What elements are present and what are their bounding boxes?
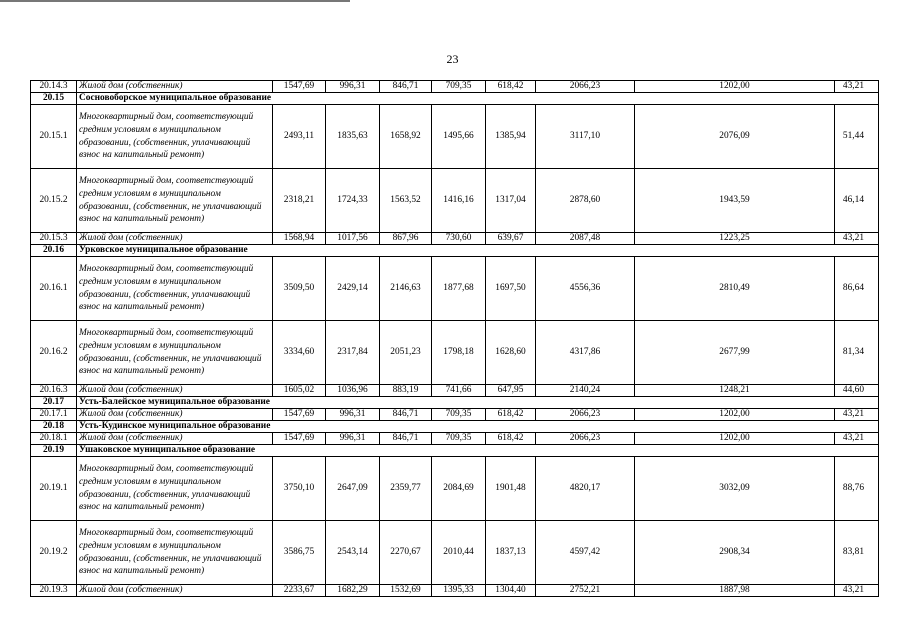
row-code: 20.16.1 xyxy=(31,257,77,321)
value-cell: 1495,66 xyxy=(432,105,486,169)
value-cell: 2318,21 xyxy=(273,169,326,233)
row-code: 20.18.1 xyxy=(31,433,77,445)
value-cell: 2146,63 xyxy=(380,257,432,321)
section-title: Усть-Балейское муниципальное образование xyxy=(77,397,879,409)
value-cell: 44,60 xyxy=(835,385,879,397)
table-row xyxy=(31,81,879,93)
value-cell: 3750,10 xyxy=(273,457,326,521)
value-cell: 2359,77 xyxy=(380,457,432,521)
value-cell: 1837,13 xyxy=(486,521,536,585)
value-cell: 2010,44 xyxy=(432,521,486,585)
section-title: Урковское муниципальное образование xyxy=(77,245,879,257)
row-code: 20.15.2 xyxy=(31,169,77,233)
value-cell: 1202,00 xyxy=(635,81,835,93)
row-description: Многоквартирный дом, соответствующий средним условиям в муниципальном образовании, (собственник, не уплачивающий взнос на капитальный ремонт) xyxy=(77,169,273,233)
table-row xyxy=(31,321,879,385)
value-cell: 1563,52 xyxy=(380,169,432,233)
row-description: Многоквартирный дом, соответствующий средним условиям в муниципальном образовании, (собственник, не уплачивающий взнос на капитальный ремонт) xyxy=(77,521,273,585)
value-cell: 1385,94 xyxy=(486,105,536,169)
value-cell: 1416,16 xyxy=(432,169,486,233)
value-cell: 86,64 xyxy=(835,257,879,321)
value-cell: 996,31 xyxy=(326,81,380,93)
value-cell: 846,71 xyxy=(380,409,432,421)
row-description: Жилой дом (собственник) xyxy=(77,385,273,397)
value-cell: 43,21 xyxy=(835,409,879,421)
value-cell: 867,96 xyxy=(380,233,432,245)
value-cell: 2878,60 xyxy=(536,169,635,233)
value-cell: 996,31 xyxy=(326,433,380,445)
value-cell: 846,71 xyxy=(380,433,432,445)
row-code: 20.15.3 xyxy=(31,233,77,245)
value-cell: 883,19 xyxy=(380,385,432,397)
value-cell: 2493,11 xyxy=(273,105,326,169)
value-cell: 2429,14 xyxy=(326,257,380,321)
value-cell: 4556,36 xyxy=(536,257,635,321)
value-cell: 3117,10 xyxy=(536,105,635,169)
value-cell: 1202,00 xyxy=(635,409,835,421)
value-cell: 2908,34 xyxy=(635,521,835,585)
value-cell: 1887,98 xyxy=(635,585,835,597)
value-cell: 2066,23 xyxy=(536,433,635,445)
row-description: Жилой дом (собственник) xyxy=(77,585,273,597)
value-cell: 3334,60 xyxy=(273,321,326,385)
value-cell: 1724,33 xyxy=(326,169,380,233)
value-cell: 43,21 xyxy=(835,585,879,597)
table-row xyxy=(31,585,879,597)
table-row xyxy=(31,105,879,169)
value-cell: 1605,02 xyxy=(273,385,326,397)
value-cell: 2233,67 xyxy=(273,585,326,597)
row-code: 20.16.2 xyxy=(31,321,77,385)
value-cell: 81,34 xyxy=(835,321,879,385)
value-cell: 2066,23 xyxy=(536,81,635,93)
value-cell: 618,42 xyxy=(486,433,536,445)
value-cell: 2647,09 xyxy=(326,457,380,521)
table-row xyxy=(31,433,879,445)
value-cell: 1017,56 xyxy=(326,233,380,245)
value-cell: 2087,48 xyxy=(536,233,635,245)
row-description: Многоквартирный дом, соответствующий средним условиям в муниципальном образовании, (собственник, уплачивающий взнос на капитальный ремонт) xyxy=(77,105,273,169)
value-cell: 43,21 xyxy=(835,233,879,245)
section-code: 20.19 xyxy=(31,445,77,457)
value-cell: 639,67 xyxy=(486,233,536,245)
row-description: Многоквартирный дом, соответствующий средним условиям в муниципальном образовании, (собственник, уплачивающий взнос на капитальный ремонт) xyxy=(77,457,273,521)
section-title: Усть-Кудинское муниципальное образование xyxy=(77,421,879,433)
value-cell: 1798,18 xyxy=(432,321,486,385)
table-row xyxy=(31,409,879,421)
section-code: 20.15 xyxy=(31,93,77,105)
value-cell: 1547,69 xyxy=(273,433,326,445)
row-code: 20.19.3 xyxy=(31,585,77,597)
row-description: Жилой дом (собственник) xyxy=(77,233,273,245)
value-cell: 996,31 xyxy=(326,409,380,421)
section-row xyxy=(31,397,879,409)
value-cell: 2270,67 xyxy=(380,521,432,585)
value-cell: 2084,69 xyxy=(432,457,486,521)
value-cell: 1943,59 xyxy=(635,169,835,233)
value-cell: 3509,50 xyxy=(273,257,326,321)
section-code: 20.18 xyxy=(31,421,77,433)
row-description: Многоквартирный дом, соответствующий средним условиям в муниципальном образовании, (собственник, уплачивающий взнос на капитальный ремонт) xyxy=(77,257,273,321)
section-row xyxy=(31,245,879,257)
value-cell: 1202,00 xyxy=(635,433,835,445)
value-cell: 1658,92 xyxy=(380,105,432,169)
table-row xyxy=(31,257,879,321)
value-cell: 2752,21 xyxy=(536,585,635,597)
value-cell: 1248,21 xyxy=(635,385,835,397)
row-code: 20.16.3 xyxy=(31,385,77,397)
value-cell: 2810,49 xyxy=(635,257,835,321)
value-cell: 709,35 xyxy=(432,433,486,445)
section-code: 20.16 xyxy=(31,245,77,257)
value-cell: 1547,69 xyxy=(273,81,326,93)
value-cell: 1532,69 xyxy=(380,585,432,597)
value-cell: 43,21 xyxy=(835,81,879,93)
value-cell: 51,44 xyxy=(835,105,879,169)
value-cell: 2076,09 xyxy=(635,105,835,169)
value-cell: 618,42 xyxy=(486,409,536,421)
value-cell: 2543,14 xyxy=(326,521,380,585)
value-cell: 846,71 xyxy=(380,81,432,93)
value-cell: 88,76 xyxy=(835,457,879,521)
value-cell: 1547,69 xyxy=(273,409,326,421)
value-cell: 709,35 xyxy=(432,81,486,93)
section-title: Ушаковское муниципальное образование xyxy=(77,445,879,457)
table-row xyxy=(31,233,879,245)
section-row xyxy=(31,93,879,105)
value-cell: 2677,99 xyxy=(635,321,835,385)
value-cell: 1395,33 xyxy=(432,585,486,597)
section-row xyxy=(31,421,879,433)
value-cell: 730,60 xyxy=(432,233,486,245)
row-description: Жилой дом (собственник) xyxy=(77,433,273,445)
table-row xyxy=(31,169,879,233)
value-cell: 2140,24 xyxy=(536,385,635,397)
tariff-table xyxy=(30,80,879,597)
row-description: Жилой дом (собственник) xyxy=(77,409,273,421)
row-description: Жилой дом (собственник) xyxy=(77,81,273,93)
value-cell: 1901,48 xyxy=(486,457,536,521)
value-cell: 618,42 xyxy=(486,81,536,93)
value-cell: 647,95 xyxy=(486,385,536,397)
value-cell: 2317,84 xyxy=(326,321,380,385)
value-cell: 1568,94 xyxy=(273,233,326,245)
section-row xyxy=(31,445,879,457)
value-cell: 1835,63 xyxy=(326,105,380,169)
row-code: 20.17.1 xyxy=(31,409,77,421)
value-cell: 1317,04 xyxy=(486,169,536,233)
value-cell: 2066,23 xyxy=(536,409,635,421)
section-title: Сосновоборское муниципальное образование xyxy=(77,93,879,105)
value-cell: 1223,25 xyxy=(635,233,835,245)
table-row xyxy=(31,521,879,585)
value-cell: 83,81 xyxy=(835,521,879,585)
value-cell: 3586,75 xyxy=(273,521,326,585)
row-code: 20.19.2 xyxy=(31,521,77,585)
table-row xyxy=(31,385,879,397)
table-body xyxy=(31,81,879,597)
page-number: 23 xyxy=(446,52,459,66)
section-code: 20.17 xyxy=(31,397,77,409)
value-cell: 741,66 xyxy=(432,385,486,397)
table-row xyxy=(31,457,879,521)
value-cell: 2051,23 xyxy=(380,321,432,385)
value-cell: 4317,86 xyxy=(536,321,635,385)
value-cell: 1697,50 xyxy=(486,257,536,321)
scan-edge-line xyxy=(0,0,350,2)
value-cell: 1304,40 xyxy=(486,585,536,597)
row-code: 20.14.3 xyxy=(31,81,77,93)
row-code: 20.15.1 xyxy=(31,105,77,169)
value-cell: 1628,60 xyxy=(486,321,536,385)
value-cell: 1877,68 xyxy=(432,257,486,321)
value-cell: 1036,96 xyxy=(326,385,380,397)
value-cell: 1682,29 xyxy=(326,585,380,597)
value-cell: 709,35 xyxy=(432,409,486,421)
value-cell: 4597,42 xyxy=(536,521,635,585)
row-code: 20.19.1 xyxy=(31,457,77,521)
value-cell: 4820,17 xyxy=(536,457,635,521)
value-cell: 3032,09 xyxy=(635,457,835,521)
value-cell: 46,14 xyxy=(835,169,879,233)
value-cell: 43,21 xyxy=(835,433,879,445)
row-description: Многоквартирный дом, соответствующий средним условиям в муниципальном образовании, (собственник, не уплачивающий взнос на капитальный ремонт) xyxy=(77,321,273,385)
